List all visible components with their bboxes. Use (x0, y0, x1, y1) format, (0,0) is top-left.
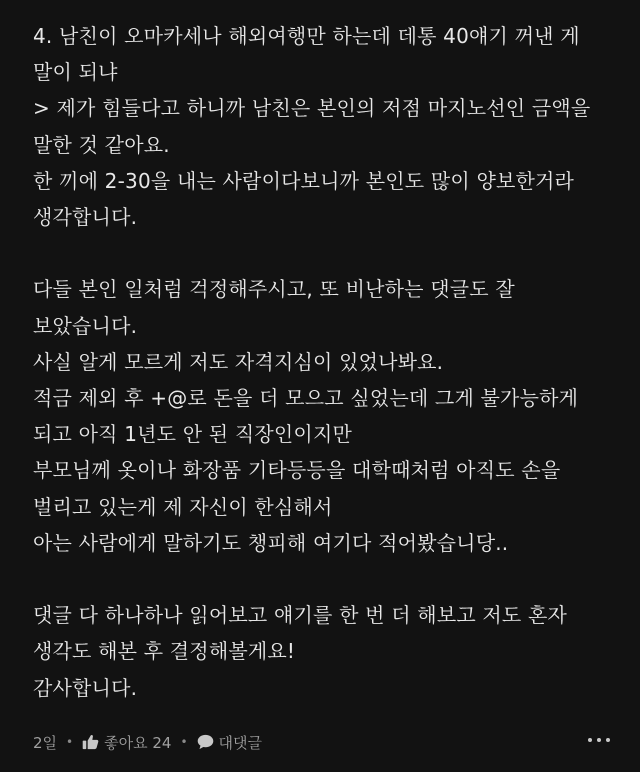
comment-timestamp: 2일 (33, 733, 58, 752)
comment-blank-line (33, 561, 623, 597)
comment-line: 아는 사람에게 말하기도 챙피해 여기다 적어봤습니당.. (33, 530, 509, 555)
thumbs-up-icon (82, 734, 99, 750)
comment-body (33, 18, 623, 706)
reply-button[interactable] (197, 732, 262, 753)
comment-line: 감사합니다. (33, 675, 138, 700)
like-button[interactable] (82, 732, 171, 753)
comment-blank-line (33, 235, 623, 271)
more-dots-icon (606, 738, 610, 742)
comment-line: 보았습니다. (33, 313, 138, 338)
comment-line: 부모님께 옷이나 화장품 기타등등을 대학때처럼 아직도 손을 (33, 458, 561, 483)
comment-line: 댓글 다 하나하나 읽어보고 얘기를 한 번 더 해보고 저도 혼자 (33, 603, 568, 628)
comment-line: > 제가 힘들다고 하니까 남친은 본인의 저점 마지노선인 금액을 (33, 96, 591, 121)
comment-line: 4. 남친이 오마카세나 해외여행만 하는데 데통 40얘기 꺼낸 게 (33, 24, 580, 48)
comment-line: 한 끼에 2-30을 내는 사람이다보니까 본인도 많이 양보한거라 (33, 168, 575, 193)
comment-line: 생각도 해본 후 결정해볼게요! (33, 639, 296, 664)
comment-line: 말한 것 같아요. (33, 132, 170, 157)
footer-separator: • (66, 735, 74, 749)
comment-footer (33, 728, 262, 756)
like-count-label: 좋아요 24 (104, 733, 172, 752)
comment-line: 되고 아직 1년도 안 된 직장인이지만 (33, 422, 352, 447)
comment-line: 벌리고 있는게 제 자신이 한심해서 (33, 494, 333, 519)
footer-separator: • (180, 735, 188, 749)
more-dots-icon (588, 738, 592, 742)
more-dots-icon (597, 738, 601, 742)
speech-bubble-icon (197, 734, 214, 750)
comment-line: 생각합니다. (33, 205, 138, 230)
more-options-button[interactable] (588, 738, 610, 742)
comment-line: 적금 제외 후 +@로 돈을 더 모으고 싶었는데 그게 불가능하게 (33, 386, 579, 411)
comment-line: 말이 되냐 (33, 60, 118, 85)
comment-line: 사실 알게 모르게 저도 자격지심이 있었나봐요. (33, 349, 444, 374)
comment-line: 다들 본인 일처럼 걱정해주시고, 또 비난하는 댓글도 잘 (33, 277, 515, 302)
reply-label: 대댓글 (218, 733, 263, 752)
